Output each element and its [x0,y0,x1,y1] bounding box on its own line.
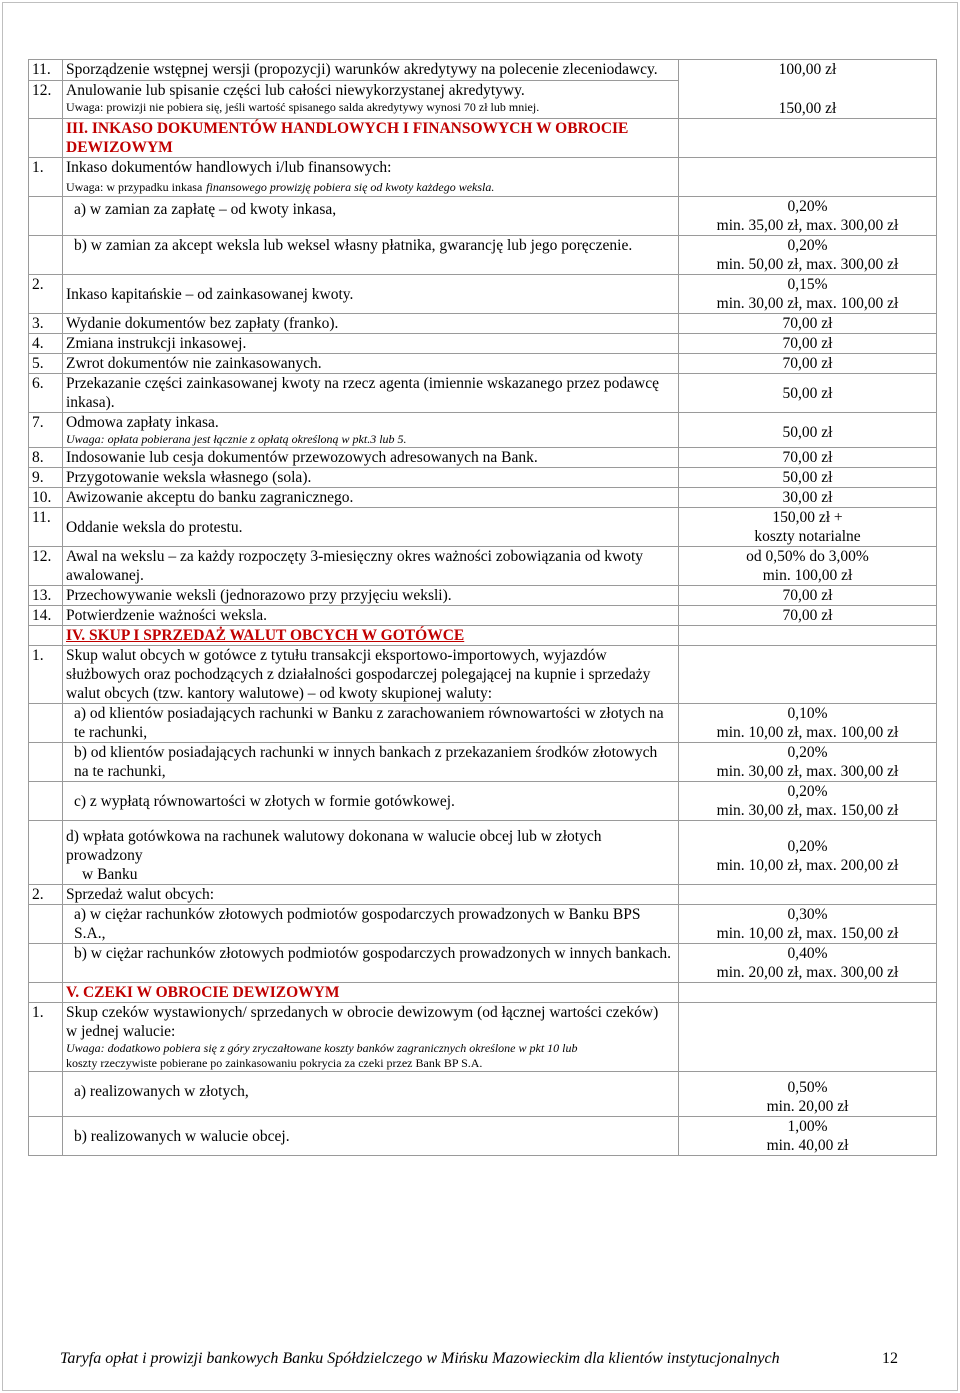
fee-rate: od 0,50% do 3,00% [746,548,869,565]
fee-rate: 0,15% [787,276,828,293]
row-number: 11. [29,60,63,81]
row-text: a) w zamian za zapłatę – od kwoty inkasa, [74,201,337,218]
fee-rate: 0,30% [787,906,828,923]
row-description [63,413,679,448]
row-number: 3. [29,314,63,334]
row-fee [679,944,937,983]
row-text: a) od klientów posiadających rachunki w Banku z zarachowaniem równowartości w złotych na te rachunki, [74,705,664,741]
fee-limits: min. 20,00 zł [766,1098,849,1115]
table-row [29,586,937,606]
row-number: 4. [29,334,63,354]
row-text: Inkaso dokumentów handlowych i/lub finansowych: [66,159,392,176]
row-fee: 70,00 zł [679,448,937,468]
section-row [29,983,937,1003]
row-text: Oddanie weksla do protestu. [66,519,243,536]
row-number: 7. [29,413,63,448]
fee-limits: min. 20,00 zł, max. 300,00 zł [716,964,899,981]
row-description [63,236,679,275]
footer-text: Taryfa opłat i prowizji bankowych Banku Spółdzielczego w Mińsku Mazowieckim dla klientów instytucjonalnych [60,1350,780,1367]
row-description [63,197,679,236]
row-number: 14. [29,606,63,626]
row-fee [679,374,937,413]
row-description: Awal na wekslu – za każdy rozpoczęty 3-miesięczny okres ważności zobowiązania od kwoty awalowanej. [63,547,679,586]
row-description [63,508,679,547]
section-heading [63,983,679,1003]
section-row [29,119,937,158]
row-description [63,1117,679,1156]
row-number: 1. [29,646,63,704]
section-title: III. INKASO DOKUMENTÓW HANDLOWYCH I FINANSOWYCH W OBROCIE DEWIZOWYM [66,120,629,156]
row-description [63,704,679,743]
page-footer [60,1350,900,1368]
row-description [63,743,679,782]
table-row [29,275,937,314]
row-fee: 70,00 zł [679,314,937,334]
row-text: b) realizowanych w walucie obcej. [74,1128,290,1145]
row-fee [679,236,937,275]
fee-limits: min. 10,00 zł, max. 150,00 zł [716,925,899,942]
row-number: 5. [29,354,63,374]
row-text: Odmowa zapłaty inkasa. [66,414,219,431]
row-fee: 100,00 zł [778,61,837,78]
row-note: koszty rzeczywiste pobierane po zainkasowaniu pokrycia za czeki przez Bank BP S.A. [66,1056,483,1070]
row-text: d) wpłata gotówkowa na rachunek walutowy dokonana w walucie obcej lub w złotych prowadzony [66,828,602,864]
section-row [29,626,937,646]
row-number: 2. [29,885,63,905]
row-description [63,944,679,983]
row-fee: 30,00 zł [679,488,937,508]
row-text: a) realizowanych w złotych, [74,1083,249,1100]
row-fee [679,782,937,821]
row-description: Wydanie dokumentów bez zapłaty (franko). [63,314,679,334]
row-fee [679,275,937,314]
row-number: 2. [29,275,63,314]
table-row [29,314,937,334]
fee-rate: 0,20% [787,744,828,761]
row-text-cont: w jednej walucie: [66,1023,176,1040]
table-row [29,60,937,81]
fee-rate: 0,40% [787,945,828,962]
fee-limits: min. 100,00 zł [762,567,853,584]
fee-amount: 150,00 zł + [772,509,843,526]
row-description: Zwrot dokumentów nie zainkasowanych. [63,354,679,374]
row-text: b) w zamian za akcept weksla lub weksel własny płatnika, gwarancję lub jego poręczenie. [74,237,633,254]
row-fee: 70,00 zł [679,586,937,606]
fee-limits: min. 30,00 zł, max. 100,00 zł [716,295,899,312]
table-row [29,547,937,586]
table-row [29,905,937,944]
table-row [29,354,937,374]
fee-limits: min. 50,00 zł, max. 300,00 zł [716,256,899,273]
row-fee [679,905,937,944]
row-description: Skup walut obcych w gotówce z tytułu transakcji eksportowo-importowych, wyjazdów służbowych oraz pochodzących z działalności gospodarczej polegającej na kupnie i sprzedaży walut obcych (tzw. kantory walutowe) – od kwoty skupionej waluty: [63,646,679,704]
fee-rate: 1,00% [787,1118,828,1135]
row-text: Skup czeków wystawionych/ sprzedanych w obrocie dewizowym (od łącznej wartości czeków) [66,1004,659,1021]
fee-limits: min. 40,00 zł [766,1137,849,1154]
section-heading [63,626,679,646]
table-row [29,944,937,983]
row-fee-group [679,60,937,119]
fee-rate: 0,20% [787,198,828,215]
row-description [63,905,679,944]
row-text: Inkaso kapitańskie – od zainkasowanej kwoty. [66,286,354,303]
row-note-italic: finansowego prowizję pobiera się od kwoty każdego weksla. [206,180,495,194]
row-number: 6. [29,374,63,413]
row-description [63,158,679,197]
table-row [29,743,937,782]
row-fee [679,704,937,743]
row-text: b) w ciężar rachunków złotowych podmiotów gospodarczych prowadzonych w innych bankach. [74,945,671,962]
fee-limits: min. 10,00 zł, max. 100,00 zł [716,724,899,741]
row-fee [679,1072,937,1117]
table-row [29,821,937,885]
table-row [29,197,937,236]
row-description: Indosowanie lub cesja dokumentów przewozowych adresowanych na Bank. [63,448,679,468]
table-row [29,158,937,197]
table-row [29,488,937,508]
row-note: Uwaga: w przypadku inkasa [66,180,203,194]
row-fee [679,547,937,586]
section-heading [63,119,679,158]
fee-limits: min. 30,00 zł, max. 300,00 zł [716,763,899,780]
row-fee [679,508,937,547]
row-description: Przygotowanie weksla własnego (sola). [63,468,679,488]
page-number: 12 [882,1350,898,1367]
row-description: Sprzedaż walut obcych: [63,885,679,905]
row-description [63,1003,679,1072]
row-description [63,275,679,314]
fee-limits: min. 35,00 zł, max. 300,00 zł [716,217,899,234]
row-fee [679,743,937,782]
row-number: 11. [29,508,63,547]
table-row [29,885,937,905]
row-fee: 50,00 zł [679,468,937,488]
fee-rate: 0,20% [787,838,828,855]
row-description: Zmiana instrukcji inkasowej. [63,334,679,354]
row-text: c) z wypłatą równowartości w złotych w formie gotówkowej. [74,793,455,810]
fee-table [28,59,937,1156]
table-row [29,782,937,821]
row-text: Anulowanie lub spisanie części lub całości niewykorzystanej akredytywy. [66,82,525,100]
row-description: Przekazanie części zainkasowanej kwoty na rzecz agenta (imiennie wskazanego przez podawcę inkasa). [63,374,679,413]
row-description: Sporządzenie wstępnej wersji (propozycji) warunków akredytywy na polecenie zleceniodawcy. [63,60,679,81]
row-number: 9. [29,468,63,488]
row-fee [679,413,937,448]
row-note: Uwaga: opłata pobierana jest łącznie z opłatą określoną w pkt.3 lub 5. [66,432,407,446]
table-row [29,334,937,354]
row-number: 12. [29,547,63,586]
row-fee [679,1117,937,1156]
table-row [29,448,937,468]
fee-limits: min. 10,00 zł, max. 200,00 zł [716,857,899,874]
row-text: a) w ciężar rachunków złotowych podmiotów gospodarczych prowadzonych w Banku BPS S.A., [74,906,641,942]
row-fee: 70,00 zł [679,334,937,354]
section-title: IV. SKUP I SPRZEDAŻ WALUT OBCYCH W GOTÓWCE [66,627,465,644]
row-fee [679,197,937,236]
row-number: 12. [29,81,63,119]
table-row [29,413,937,448]
row-description: Przechowywanie weksli (jednorazowo przy przyjęciu weksli). [63,586,679,606]
row-fee [679,821,937,885]
table-row [29,1117,937,1156]
row-text-cont: w Banku [82,866,138,883]
row-fee: 70,00 zł [679,606,937,626]
fee-rate: 0,50% [787,1079,828,1096]
table-row [29,1003,937,1072]
row-fee: 70,00 zł [679,354,937,374]
row-text: b) od klientów posiadających rachunki w innych bankach z przekazaniem środków złotowych na te rachunki, [74,744,658,780]
table-row [29,704,937,743]
row-number: 1. [29,1003,63,1072]
fee-amount: 50,00 zł [782,385,833,402]
table-row [29,646,937,704]
fee-limits: min. 30,00 zł, max. 150,00 zł [716,802,899,819]
table-row [29,606,937,626]
row-description: Potwierdzenie ważności weksla. [63,606,679,626]
row-note: Uwaga: prowizji nie pobiera się, jeśli wartość spisanego salda akredytywy wynosi 70 zł lub mniej. [66,100,540,115]
row-number: 1. [29,158,63,197]
table-row [29,236,937,275]
table-row [29,374,937,413]
table-row [29,508,937,547]
row-number: 13. [29,586,63,606]
row-description [63,81,679,119]
row-description: Awizowanie akceptu do banku zagranicznego. [63,488,679,508]
fee-extra: koszty notarialne [754,528,861,545]
fee-amount: 50,00 zł [782,424,833,441]
table-row [29,468,937,488]
row-description [63,782,679,821]
table-row [29,1072,937,1117]
row-fee: 150,00 zł [778,100,837,117]
row-note: Uwaga: dodatkowo pobiera się z góry zryczałtowane koszty banków zagranicznych określone w pkt 10 lub [66,1041,578,1055]
row-number: 10. [29,488,63,508]
section-title: V. CZEKI W OBROCIE DEWIZOWYM [66,984,340,1001]
row-description [63,1072,679,1117]
fee-rate: 0,20% [787,783,828,800]
fee-rate: 0,10% [787,705,828,722]
fee-rate: 0,20% [787,237,828,254]
row-description [63,821,679,885]
row-number: 8. [29,448,63,468]
